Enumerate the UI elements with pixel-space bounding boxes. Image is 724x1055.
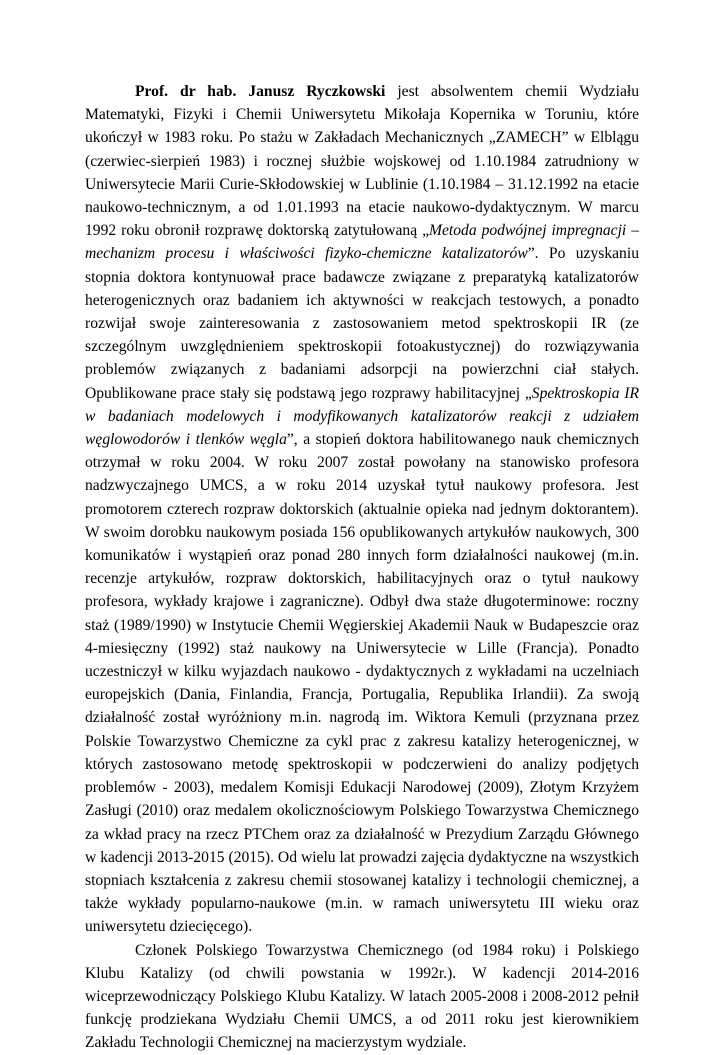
person-name: Prof. dr hab. Janusz Ryczkowski xyxy=(135,83,386,100)
habilitation-thesis-title: Spektroskopia IR w badaniach modelowych i modyfikowanych katalizatorów reakcji z udziałem węglowodorów i tlenków węgla xyxy=(85,384,640,449)
biography-paragraph-1 xyxy=(85,80,639,939)
paragraph-1-text-part-3: ”, a stopień doktora habilitowanego nauk chemicznych otrzymał w roku 2004. W roku 2007 został powołany na stanowisko profesora nadzwyczajnego UMCS, a w roku 2014 uzyskał tytuł naukowy profesora. Jest promotorem czterech rozpraw doktorskich (aktualnie opieka nad jednym doktorantem). W swoim dorobku naukowym posiada 156 opublikowanych artykułów naukowych, 300 komunikatów i wystąpień oraz ponad 280 innych form działalności naukowej (m.in. recenzje artykułów, rozpraw doktorskich, habilitacyjnych oraz o tytuł naukowy profesora, wykłady krajowe i zagraniczne). Odbył dwa staże długoterminowe: roczny staż (1989/1990) w Instytucie Chemii Węgierskiej Akademii Nauk w Budapeszcie oraz 4-miesięczny (1992) staż naukowy na Uniwersytecie w Lille (Francja). Ponadto uczestniczył w kilku wyjazdach naukowo - dydaktycznych z wykładami na uczelniach europejskich (Dania, Finlandia, Francja, Portugalia, Republika Irlandii). Za swoją działalność został wyróżniony m.in. nagrodą im. Wiktora Kemuli (przyznana przez Polskie Towarzystwo Chemiczne za cykl prac z zakresu katalizy heterogenicznej, w których zastosowano metodę spektroskopii w podczerwieni do analizy podjętych problemów - 2003), medalem Komisji Edukacji Narodowej (2009), Złotym Krzyżem Zasługi (2010) oraz medalem okolicznościowym Polskiego Towarzystwa Chemicznego za wkład pracy na rzecz PTChem oraz za działalność w Prezydium Zarządu Głównego w kadencji 2013-2015 (2015). Od wielu lat prowadzi zajęcia dydaktyczne na wszystkich stopniach kształcenia z zakresu chemii stosowanej katalizy i technologii chemicznej, a także wykłady popularno-naukowe (m.in. w ramach uniwersytetu III wieku oraz uniwersytetu dziecięcego). xyxy=(85,431,639,936)
doctoral-thesis-title: Metoda podwójnej impregnacji – mechanizm procesu i właściwości fizyko-chemiczne katalizatorów xyxy=(85,222,639,263)
paragraph-1-text-part-1: jest absolwentem chemii Wydziału Matematyki, Fizyki i Chemii Uniwersytetu Mikołaja Kopernika w Toruniu, które ukończył w 1983 roku. Po stażu w Zakładach Mechanicznych „ZAMECH” w Elblągu (czerwiec-sierpień 1983) i rocznej służbie wojskowej od 1.10.1984 zatrudniony w Uniwersytecie Marii Curie-Skłodowskiej w Lublinie (1.10.1984 – 31.12.1992 na etacie naukowo-technicznym, a od 1.01.1993 na etacie naukowo-dydaktycznym. W marcu 1992 roku obronił rozprawę doktorską zatytułowaną „ xyxy=(85,83,639,240)
paragraph-1-text-part-2: ”. Po uzyskaniu stopnia doktora kontynuował prace badawcze związane z preparatyką katalizatorów heterogenicznych oraz badaniem ich aktywności w reakcjach testowych, a ponadto rozwijał swoje zainteresowania z zastosowaniem metod spektroskopii IR (ze szczególnym uwzględnieniem spektroskopii fotoakustycznej) do rozwiązywania problemów związanych z badaniami adsorpcji na powierzchni ciał stałych. Opublikowane prace stały się podstawą jego rozprawy habilitacyjnej „ xyxy=(85,245,639,402)
paragraph-2-text: Członek Polskiego Towarzystwa Chemicznego (od 1984 roku) i Polskiego Klubu Katalizy (od chwili powstania w 1992r.). W kadencji 2014-2016 wiceprzewodniczący Polskiego Klubu Katalizy. W latach 2005-2008 i 2008-2012 pełnił funkcję prodziekana Wydziału Chemii UMCS, a od 2011 roku jest kierownikiem Zakładu Technologii Chemicznej na macierzystym wydziale. xyxy=(85,941,639,1052)
biography-paragraph-2 xyxy=(85,939,639,1055)
biography-text xyxy=(85,80,639,1055)
